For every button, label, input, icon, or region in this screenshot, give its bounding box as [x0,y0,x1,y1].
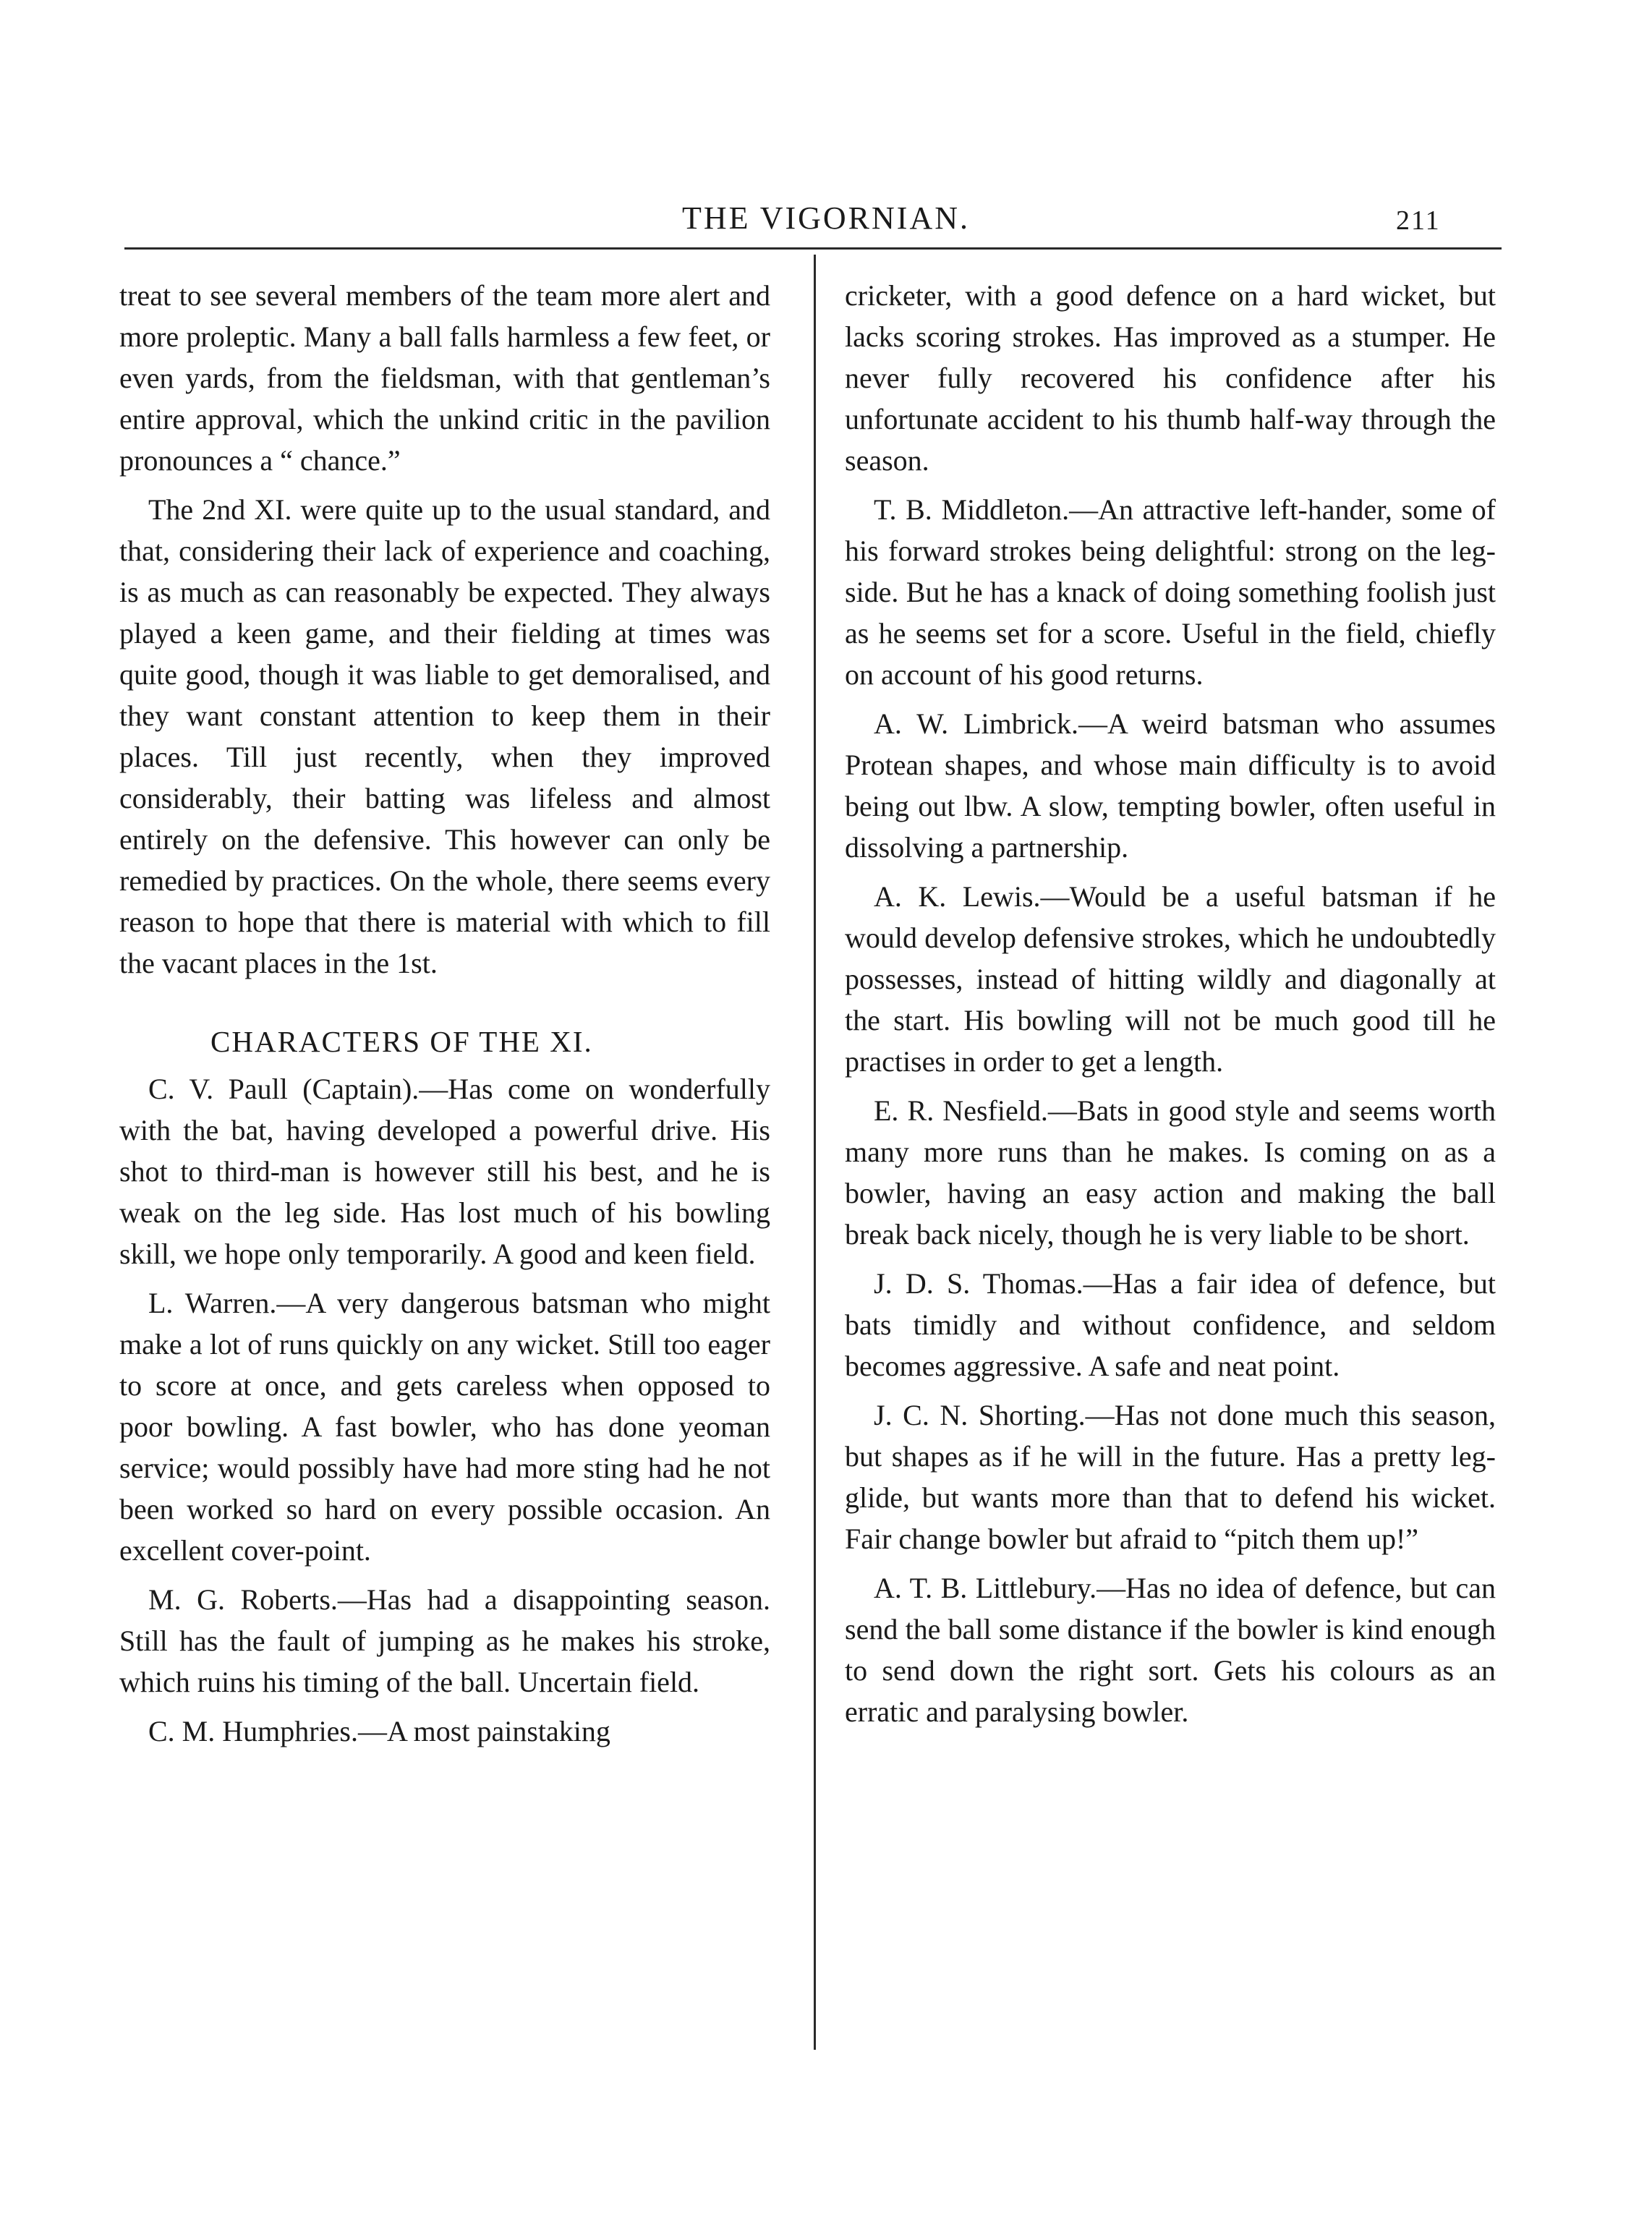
character-entry: E. R. Nesfield.—Bats in good style and seems worth many more runs than he makes. Is coming on as a bowler, having an easy action and making the ball break back nicely, though he is very liable to be short. [845,1094,1496,1251]
character-entry: J. C. N. Shorting.—Has not done much this season, but shapes as if he will in the future. Has a pretty leg-glide, but wants more than that to defend his wicket. Fair change bowler but afraid to “pitch them up!” [845,1399,1496,1555]
header-rule [124,247,1502,250]
column-divider [814,255,816,2050]
page-header-title: THE VIGORNIAN. [681,200,971,236]
character-entry: T. B. Middleton.—An attractive left-hander, some of his forward strokes being delightful: strong on the leg-side. But he has a knack of doing something foolish just as he seems set for a score. Useful in the field, chiefly on account of his good returns. [845,493,1496,691]
character-entry: A. K. Lewis.—Would be a useful batsman if he would develop defensive strokes, which he undoubtedly possesses, instead of hitting wildly and diagonally at the start. His bowling will not be much good till he practises in order to get a length. [845,880,1496,1078]
character-entry: A. T. B. Littlebury.—Has no idea of defence, but can send the ball some distance if the bowler is kind enough to send down the right sort. Gets his colours as an erratic and paralysing bowler. [845,1572,1496,1728]
character-entry: A. W. Limbrick.—A weird batsman who assumes Protean shapes, and whose main difficulty is to avoid being out lbw. A slow, tempting bowler, often useful in dissolving a partnership. [845,707,1496,864]
paragraph-second-eleven: The 2nd XI. were quite up to the usual standard, and that, considering their lack of experience and coaching, is as much as can reasonably be expected. They always played a keen game, and their fielding at times was quite good, though it was liable to get demoralised, and they want constant attention to keep them in their places. Till just recently, when they improved considerably, their batting was lifeless and almost entirely on the defensive. This however can only be remedied by practices. On the whole, there seems every reason to hope that there is material with which to fill the vacant places in the 1st. [119,493,770,979]
character-entry: L. Warren.—A very dangerous batsman who might make a lot of runs quickly on any wicket. Still too eager to score at once, and gets careless when opposed to poor bowling. A fast bowler, who has done yeoman service; would possibly have had more sting had he not been worked so hard on every possible occasion. An excellent cover-point. [119,1287,770,1567]
character-entry: M. G. Roberts.—Has had a disappointing season. Still has the fault of jumping as he makes his stroke, which ruins his timing of the ball. Uncertain field. [119,1583,770,1698]
character-entry: C. M. Humphries.—A most painstaking [148,1715,610,1747]
character-entry-continued: cricketer, with a good defence on a hard wicket, but lacks scoring strokes. Has improved as a stumper. He never fully recovered his confidence after his unfortunate accident to his thumb half-way through the season. [845,279,1496,477]
character-entry: C. V. Paull (Captain).—Has come on wonderfully with the bat, having developed a powerful drive. His shot to third-man is however still his best, and he is weak on the leg side. Has lost much of his bowling skill, we hope only temporarily. A good and keen field. [119,1073,770,1270]
page-number: 211 [1396,205,1441,236]
right-column [845,275,1496,1740]
character-entry: J. D. S. Thomas.—Has a fair idea of defence, but bats timidly and without confidence, and seldom becomes aggressive. A safe and neat point. [845,1267,1496,1382]
section-heading: CHARACTERS OF THE XI. [210,1025,593,1058]
paragraph-continued: treat to see several members of the team more alert and more proleptic. Many a ball falls harmless a few feet, or even yards, from the fieldsman, with that gentleman’s entire approval, which the unkind critic in the pavilion pronounces a “ chance.” [119,279,770,477]
left-column [119,275,770,1760]
